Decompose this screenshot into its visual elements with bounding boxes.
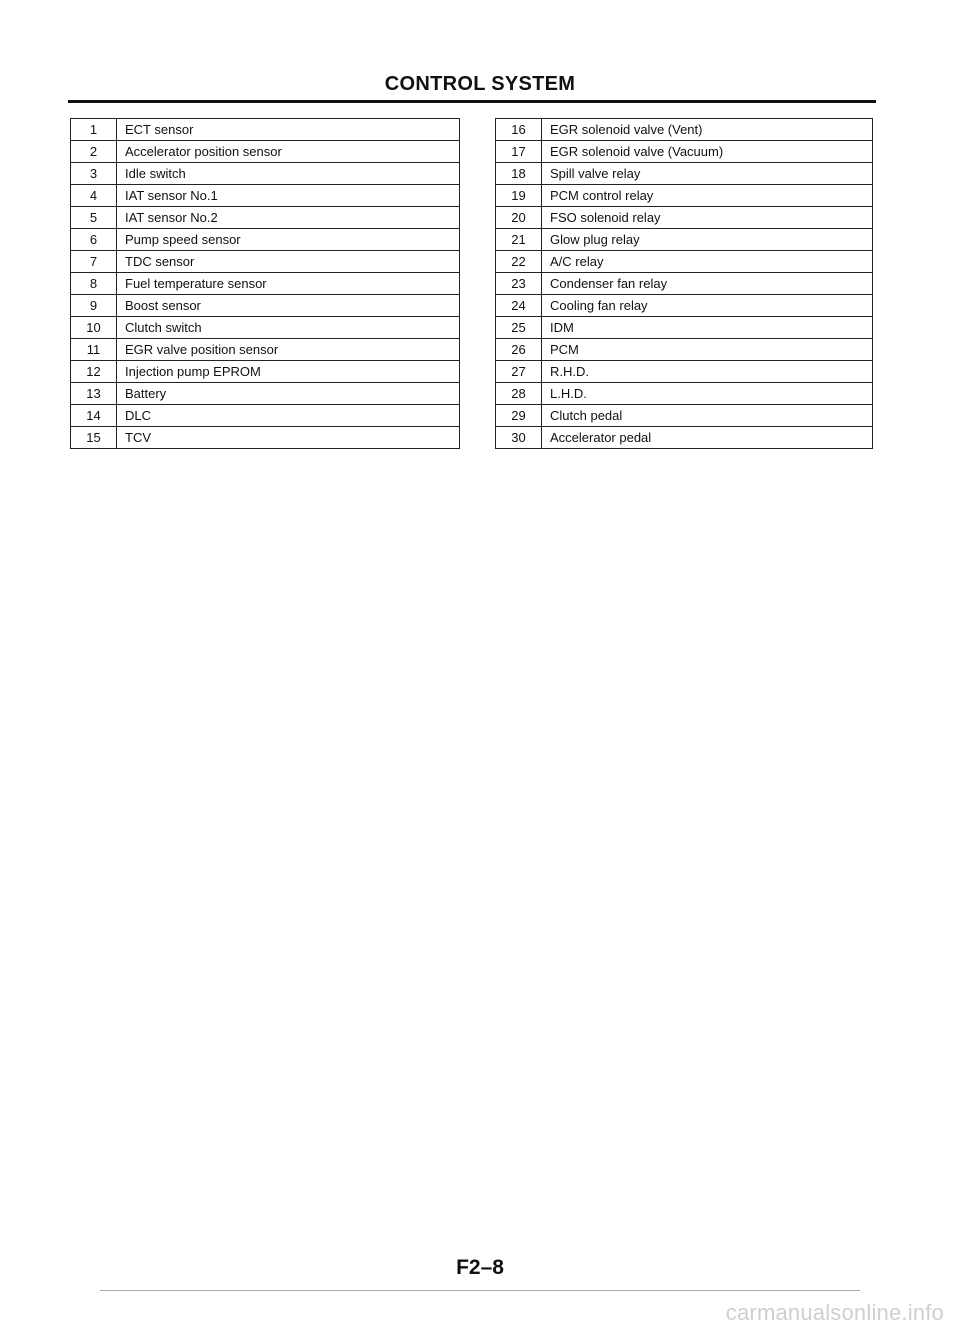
legend-number: 16 — [496, 119, 542, 141]
legend-number: 22 — [496, 251, 542, 273]
legend-label: Clutch switch — [117, 317, 460, 339]
legend-row — [71, 317, 460, 339]
legend-number: 12 — [71, 361, 117, 383]
legend-label: Accelerator position sensor — [117, 141, 460, 163]
legend-row — [496, 251, 873, 273]
legend-label: EGR valve position sensor — [117, 339, 460, 361]
legend-number: 7 — [71, 251, 117, 273]
legend-number: 23 — [496, 273, 542, 295]
legend-row — [496, 317, 873, 339]
legend-number: 15 — [71, 427, 117, 449]
legend-number: 3 — [71, 163, 117, 185]
legend-label: Pump speed sensor — [117, 229, 460, 251]
legend-label: Fuel temperature sensor — [117, 273, 460, 295]
legend-number: 8 — [71, 273, 117, 295]
page-number: F2–8 — [456, 1256, 504, 1279]
legend-number: 25 — [496, 317, 542, 339]
legend-label: Spill valve relay — [542, 163, 873, 185]
legend-label: Injection pump EPROM — [117, 361, 460, 383]
legend-row — [496, 383, 873, 405]
legend-row — [496, 229, 873, 251]
legend-label: A/C relay — [542, 251, 873, 273]
legend-number: 11 — [71, 339, 117, 361]
legend-row — [496, 295, 873, 317]
legend-number: 20 — [496, 207, 542, 229]
legend-row — [496, 427, 873, 449]
legend-number: 14 — [71, 405, 117, 427]
legend-number: 28 — [496, 383, 542, 405]
legend-row — [496, 119, 873, 141]
legend-number: 5 — [71, 207, 117, 229]
legend-label: IDM — [542, 317, 873, 339]
legend-number: 21 — [496, 229, 542, 251]
page-title: CONTROL SYSTEM — [384, 73, 576, 95]
legend-row — [71, 163, 460, 185]
legend-label: FSO solenoid relay — [542, 207, 873, 229]
legend-label: Accelerator pedal — [542, 427, 873, 449]
legend-number: 19 — [496, 185, 542, 207]
legend-row — [496, 339, 873, 361]
watermark: carmanualsonline.info — [725, 1300, 944, 1325]
legend-row — [496, 361, 873, 383]
legend-label: Boost sensor — [117, 295, 460, 317]
legend-number: 17 — [496, 141, 542, 163]
legend-row — [71, 295, 460, 317]
title-rule — [68, 100, 876, 103]
legend-row — [71, 141, 460, 163]
legend-label: ECT sensor — [117, 119, 460, 141]
legend-label: DLC — [117, 405, 460, 427]
legend-label: PCM control relay — [542, 185, 873, 207]
legend-number: 6 — [71, 229, 117, 251]
legend-number: 18 — [496, 163, 542, 185]
legend-label: L.H.D. — [542, 383, 873, 405]
legend-label: TCV — [117, 427, 460, 449]
legend-label: PCM — [542, 339, 873, 361]
legend-number: 27 — [496, 361, 542, 383]
legend-number: 30 — [496, 427, 542, 449]
legend-label: R.H.D. — [542, 361, 873, 383]
legend-number: 29 — [496, 405, 542, 427]
legend-label: Battery — [117, 383, 460, 405]
legend-number: 4 — [71, 185, 117, 207]
legend-number: 26 — [496, 339, 542, 361]
legend-row — [71, 229, 460, 251]
legend-label: Idle switch — [117, 163, 460, 185]
legend-row — [71, 273, 460, 295]
legend-row — [71, 383, 460, 405]
legend-row — [496, 273, 873, 295]
legend-table-right — [495, 118, 873, 449]
legend-label: Cooling fan relay — [542, 295, 873, 317]
legend-row — [71, 119, 460, 141]
legend-label: EGR solenoid valve (Vacuum) — [542, 141, 873, 163]
legend-row — [71, 427, 460, 449]
legend-label: Glow plug relay — [542, 229, 873, 251]
legend-label: Condenser fan relay — [542, 273, 873, 295]
legend-number: 24 — [496, 295, 542, 317]
legend-label: EGR solenoid valve (Vent) — [542, 119, 873, 141]
legend-number: 9 — [71, 295, 117, 317]
legend-label: IAT sensor No.2 — [117, 207, 460, 229]
legend-row — [496, 185, 873, 207]
legend-number: 10 — [71, 317, 117, 339]
legend-number: 2 — [71, 141, 117, 163]
legend-number: 13 — [71, 383, 117, 405]
legend-table-left — [70, 118, 460, 449]
legend-label: IAT sensor No.1 — [117, 185, 460, 207]
legend-row — [71, 185, 460, 207]
legend-row — [71, 339, 460, 361]
legend-row — [496, 405, 873, 427]
legend-number: 1 — [71, 119, 117, 141]
legend-row — [496, 141, 873, 163]
legend-row — [71, 251, 460, 273]
footer-rule — [100, 1290, 860, 1291]
legend-row — [71, 405, 460, 427]
legend-row — [496, 163, 873, 185]
legend-row — [71, 207, 460, 229]
legend-label: TDC sensor — [117, 251, 460, 273]
legend-row — [496, 207, 873, 229]
legend-label: Clutch pedal — [542, 405, 873, 427]
legend-row — [71, 361, 460, 383]
